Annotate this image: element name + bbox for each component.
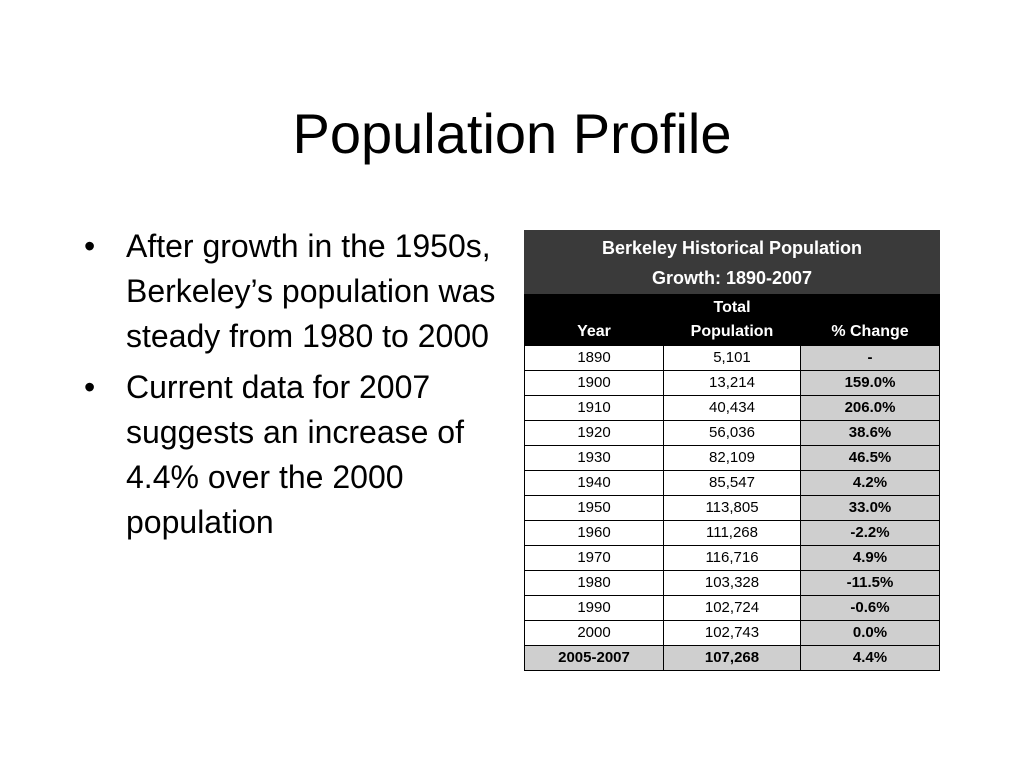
table-row	[525, 346, 940, 371]
table-row	[525, 396, 940, 421]
cell-year: 1960	[525, 521, 664, 546]
bullet-list	[84, 224, 504, 551]
cell-population: 56,036	[664, 421, 801, 446]
cell-year: 1970	[525, 546, 664, 571]
cell-year: 1940	[525, 471, 664, 496]
cell-population: 113,805	[664, 496, 801, 521]
bullet-item	[84, 365, 504, 545]
cell-population: 102,743	[664, 621, 801, 646]
table-row	[525, 621, 940, 646]
bullet-text: After growth in the 1950s, Berkeley’s population was steady from 1980 to 2000	[126, 228, 496, 354]
table-row	[525, 521, 940, 546]
cell-change: 159.0%	[801, 371, 940, 396]
cell-change: 38.6%	[801, 421, 940, 446]
cell-change: 4.2%	[801, 471, 940, 496]
table-title	[525, 231, 940, 294]
table-title-line2: Growth: 1890-2007	[651, 268, 813, 288]
table-row	[525, 571, 940, 596]
cell-change: -11.5%	[801, 571, 940, 596]
cell-year: 1930	[525, 446, 664, 471]
cell-population: 111,268	[664, 521, 801, 546]
table-row	[525, 496, 940, 521]
table-row	[525, 371, 940, 396]
population-table	[524, 230, 940, 671]
cell-year: 1950	[525, 496, 664, 521]
table-title-row	[525, 231, 940, 294]
cell-year: 1990	[525, 596, 664, 621]
column-header-year: Year	[525, 294, 664, 346]
cell-year: 2005-2007	[525, 646, 664, 671]
cell-change: -0.6%	[801, 596, 940, 621]
cell-population: 103,328	[664, 571, 801, 596]
table-row	[525, 471, 940, 496]
bullet-icon: •	[84, 369, 96, 405]
cell-change: 33.0%	[801, 496, 940, 521]
column-header-population	[664, 294, 801, 346]
bullet-icon: •	[84, 228, 96, 264]
column-header-population-line1: Total	[713, 299, 751, 316]
cell-change: -	[801, 346, 940, 371]
cell-year: 1890	[525, 346, 664, 371]
table-row-summary	[525, 646, 940, 671]
cell-year: 1920	[525, 421, 664, 446]
cell-population: 102,724	[664, 596, 801, 621]
cell-year: 2000	[525, 621, 664, 646]
cell-change: 4.4%	[801, 646, 940, 671]
table-title-line1: Berkeley Historical Population	[601, 238, 863, 258]
cell-year: 1900	[525, 371, 664, 396]
table-row	[525, 596, 940, 621]
cell-population: 85,547	[664, 471, 801, 496]
cell-change: 4.9%	[801, 546, 940, 571]
table-header-row	[525, 294, 940, 346]
bullet-item	[84, 224, 504, 359]
cell-year: 1980	[525, 571, 664, 596]
cell-change: -2.2%	[801, 521, 940, 546]
table-row	[525, 546, 940, 571]
cell-change: 46.5%	[801, 446, 940, 471]
cell-population: 40,434	[664, 396, 801, 421]
column-header-population-line2: Population	[690, 323, 774, 340]
cell-change: 206.0%	[801, 396, 940, 421]
cell-population: 82,109	[664, 446, 801, 471]
table-row	[525, 421, 940, 446]
cell-population: 5,101	[664, 346, 801, 371]
slide-title: Population Profile	[292, 102, 732, 165]
cell-change: 0.0%	[801, 621, 940, 646]
cell-year: 1910	[525, 396, 664, 421]
table-row	[525, 446, 940, 471]
column-header-change: % Change	[801, 294, 940, 346]
bullet-text: Current data for 2007 suggests an increase of 4.4% over the 2000 population	[126, 369, 464, 540]
cell-population: 13,214	[664, 371, 801, 396]
cell-population: 107,268	[664, 646, 801, 671]
cell-population: 116,716	[664, 546, 801, 571]
